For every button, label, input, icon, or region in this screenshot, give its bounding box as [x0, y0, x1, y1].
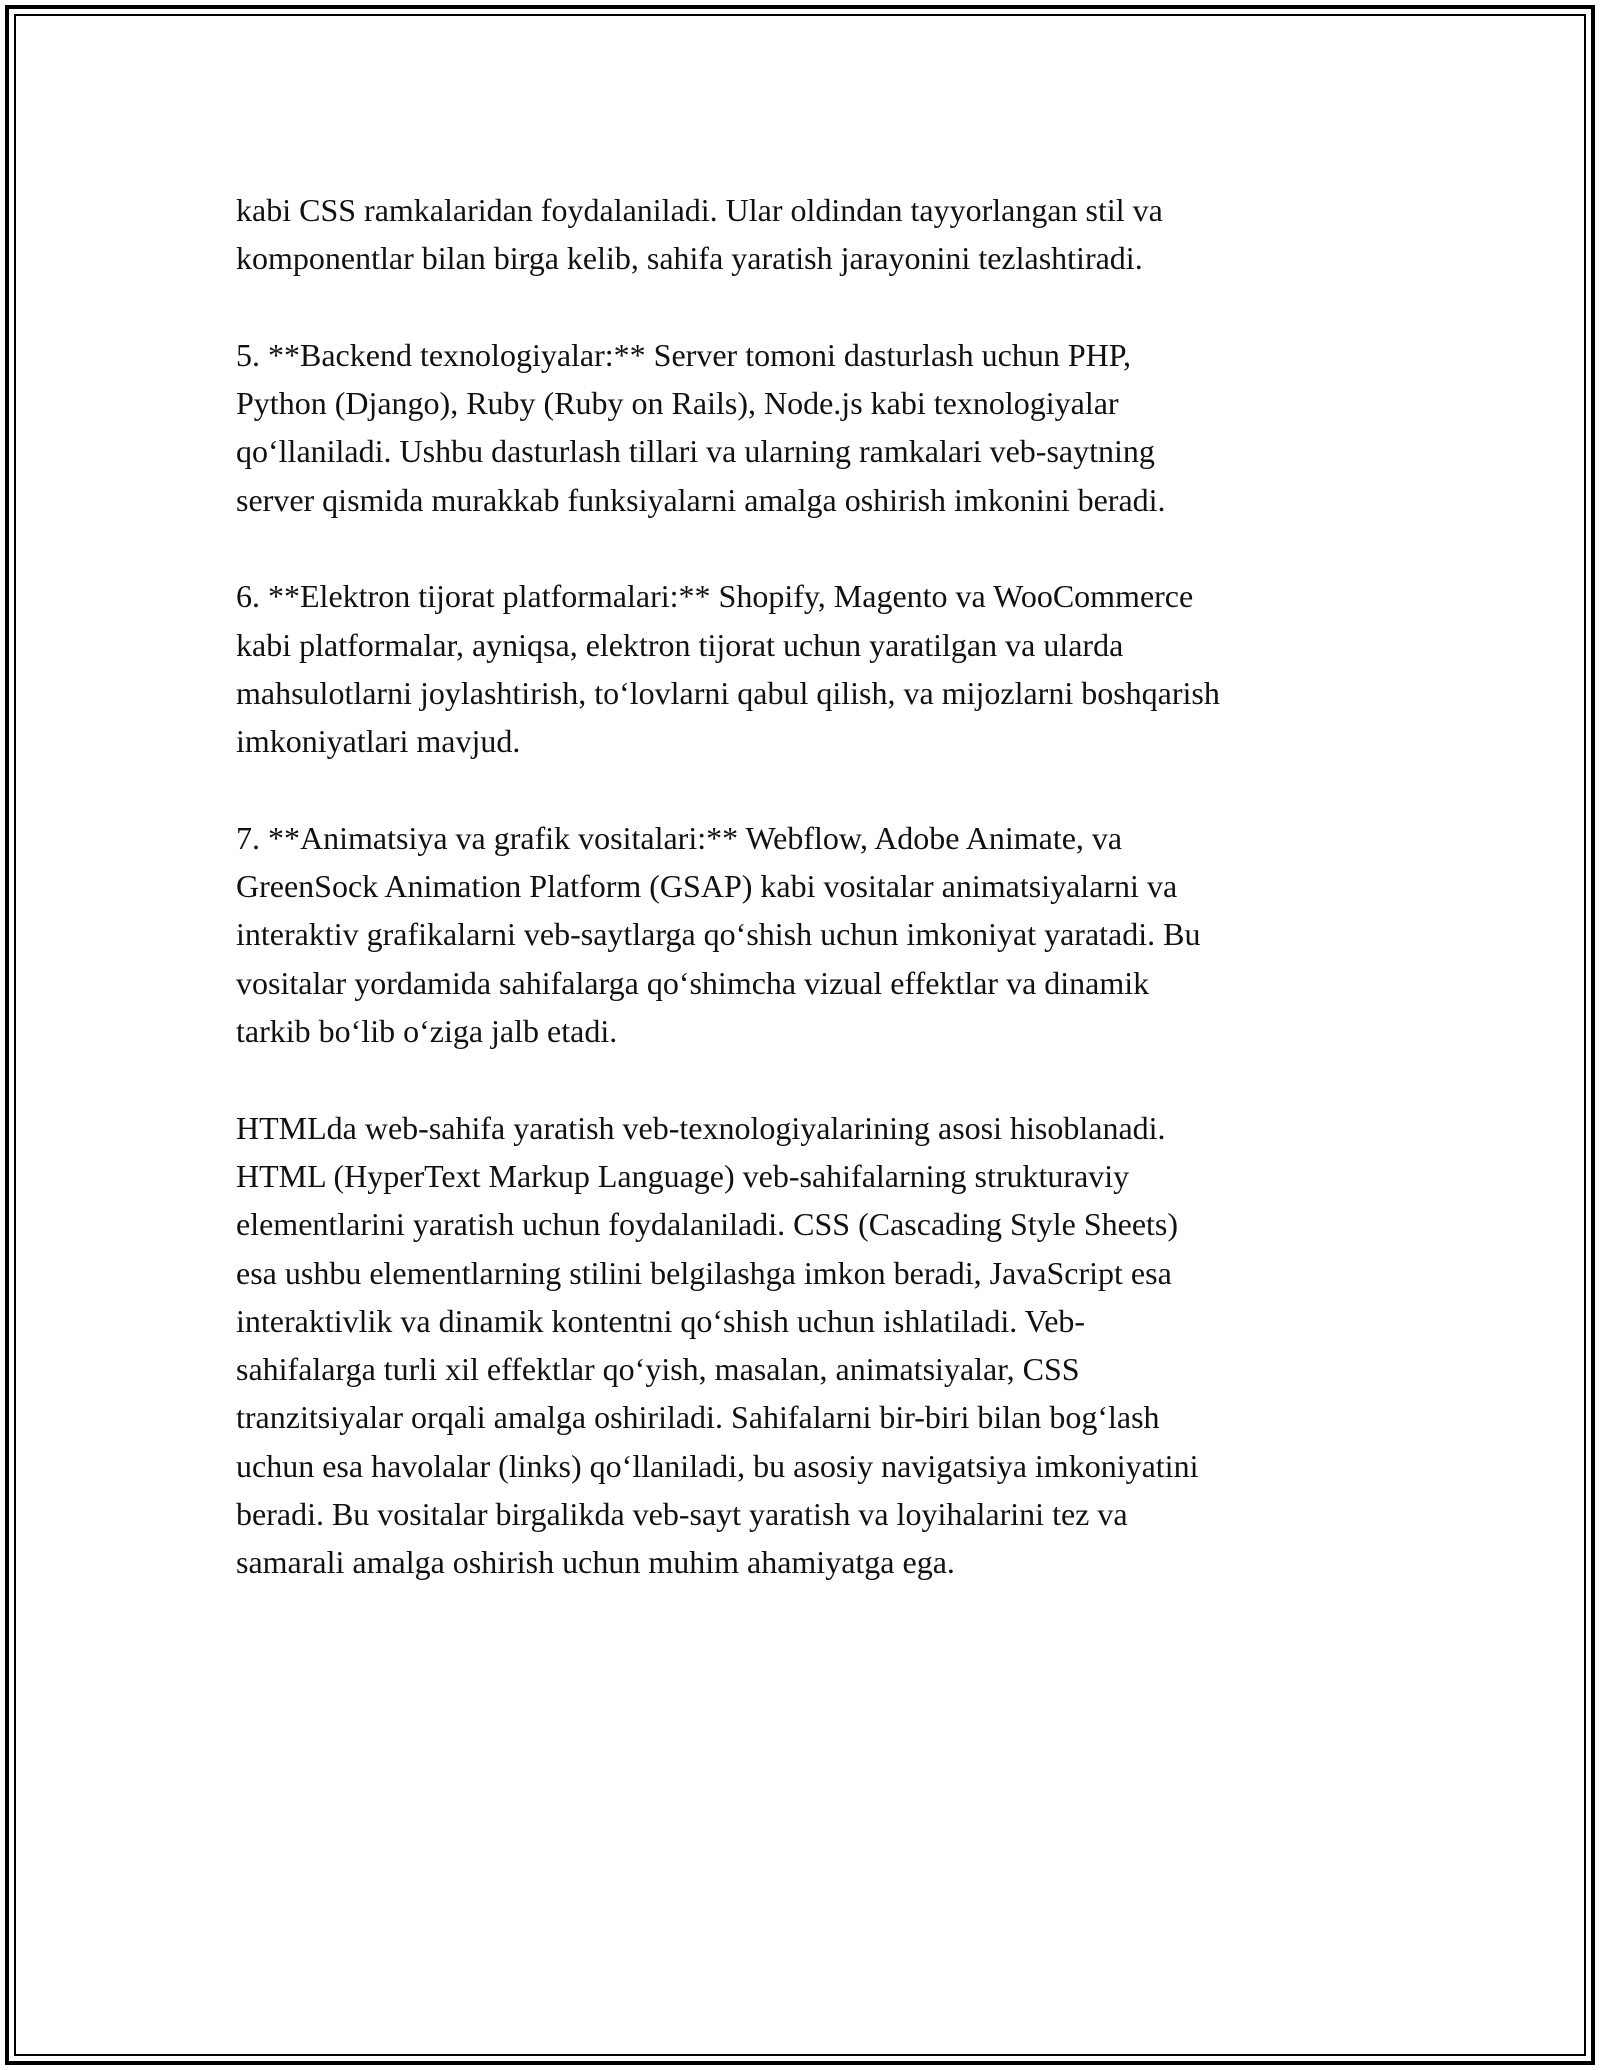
- paragraph-ecommerce-platforms: 6. **Elektron tijorat platformalari:** Shopify, Magento va WooCommerce kabi platformalar, ayniqsa, elektron tijorat uchun yaratilgan va ularda mahsulotlarni joylashtirish, to‘lovlarni qabul qilish, va mijozlarni boshqarish imkoniyatlari mavjud.: [236, 578, 1220, 760]
- paragraph-html-summary: HTMLda web-sahifa yaratish veb-texnologiyalarining asosi hisoblanadi. HTML (HyperText Markup Language) veb-sahifalarning strukturaviy elementlarini yaratish uchun foydalaniladi. CSS (Cascading Style Sheets) esa ushbu elementlarning stilini belgilashga imkon beradi, JavaScript esa interaktivlik va dinamik kontentni qo‘shish uchun ishlatiladi. Veb- sahifalarga turli xil effektlar qo‘yish, masalan, animatsiyalar, CSS tranzitsiyalar orqali amalga oshiriladi. Sahifalarni bir-biri bilan bog‘lash uchun esa havolalar (links) qo‘llaniladi, bu asosiy navigatsiya imkoniyatini beradi. Bu vositalar birgalikda veb-sayt yaratish va loyihalarini tez va samarali amalga oshirish uchun muhim ahamiyatga ega.: [236, 1109, 1199, 1581]
- paragraph-backend-technologies: 5. **Backend texnologiyalar:** Server tomoni dasturlash uchun PHP, Python (Django), Ruby (Ruby on Rails), Node.js kabi texnologiyalar qo‘llaniladi. Ushbu dasturlash tillari va ularning ramkalari veb-saytning server qismida murakkab funksiyalarni amalga oshirish imkonini beradi.: [236, 336, 1166, 518]
- paragraph-css-frameworks-continued: kabi CSS ramkalaridan foydalaniladi. Ular oldindan tayyorlangan stil va komponentlar bilan birga kelib, sahifa yaratish jarayonini tezlashtiradi.: [236, 192, 1163, 277]
- document-body: [236, 186, 1386, 1587]
- paragraph-animation-tools: 7. **Animatsiya va grafik vositalari:** Webflow, Adobe Animate, va GreenSock Animation Platform (GSAP) kabi vositalar animatsiyalarni va interaktiv grafikalarni veb-saytlarga qo‘shish uchun imkoniyat yaratadi. Bu vositalar yordamida sahifalarga qo‘shimcha vizual effektlar va dinamik tarkib bo‘lib o‘ziga jalb etadi.: [236, 819, 1201, 1050]
